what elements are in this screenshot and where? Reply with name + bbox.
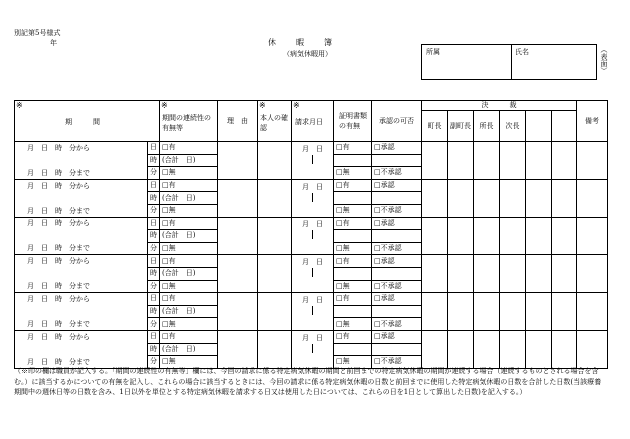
period-cell: 月 日 時 分から 月 日 時 分まで: [15, 142, 148, 180]
stamp-cell[interactable]: [552, 179, 577, 217]
request-date-cell[interactable]: 月 日: [292, 217, 334, 255]
approver-4: 次長: [500, 111, 526, 142]
cert-no[interactable]: □無: [334, 167, 372, 180]
cert-yes[interactable]: □有: [334, 142, 372, 155]
cont-yes[interactable]: □有: [160, 330, 218, 343]
stamp-cell[interactable]: [500, 330, 526, 368]
approver-3: 所長: [474, 111, 500, 142]
reason-cell[interactable]: [218, 217, 258, 255]
col-request-date: 請求月日: [295, 118, 323, 126]
cont-total: (合計 日): [160, 343, 218, 356]
disapprove-checkbox[interactable]: □不承認: [372, 167, 422, 180]
request-date-cell[interactable]: 月 日: [292, 330, 334, 368]
stamp-cell[interactable]: [526, 293, 552, 331]
period-cell: 月 日 時 分から 月 日 時 分まで: [15, 255, 148, 293]
remarks-cell[interactable]: [577, 142, 608, 180]
period-cell: 月 日 時 分から 月 日 時 分まで: [15, 179, 148, 217]
table-row: [15, 255, 608, 268]
stamp-cell[interactable]: [500, 255, 526, 293]
stamp-cell[interactable]: [422, 255, 448, 293]
cert-no[interactable]: □無: [334, 204, 372, 217]
unit-day: 日: [148, 255, 160, 268]
period-cell: 月 日 時 分から 月 日 時 分まで: [15, 293, 148, 331]
col-self-confirm: 本人の確認: [260, 114, 288, 132]
cert-yes[interactable]: □有: [334, 179, 372, 192]
cert-no[interactable]: □無: [334, 280, 372, 293]
cont-no[interactable]: □無: [160, 318, 218, 331]
cont-total: (合計 日): [160, 230, 218, 243]
stamp-cell[interactable]: [526, 142, 552, 180]
col-period: 期 間: [65, 118, 100, 126]
year-label: 年: [50, 39, 57, 47]
reason-cell[interactable]: [218, 330, 258, 368]
cert-yes[interactable]: □有: [334, 330, 372, 343]
unit-hour: 時: [148, 154, 160, 167]
stamp-cell[interactable]: [448, 142, 474, 180]
table-row: [15, 217, 608, 230]
cert-no[interactable]: □無: [334, 318, 372, 331]
request-date-cell[interactable]: 月 日: [292, 293, 334, 331]
stamp-cell[interactable]: [448, 179, 474, 217]
cont-total: (合計 日): [160, 154, 218, 167]
col-approval: 承認の可否: [372, 101, 422, 142]
period-cell: 月 日 時 分から 月 日 時 分まで: [15, 330, 148, 368]
stamp-cell[interactable]: [474, 217, 500, 255]
page-subtitle: （病気休暇用）: [283, 50, 332, 58]
unit-day: 日: [148, 217, 160, 230]
stamp-cell[interactable]: [526, 330, 552, 368]
unit-day: 日: [148, 293, 160, 306]
col-decision: 決 裁: [422, 101, 577, 111]
col-reason: 理 由: [218, 101, 258, 142]
unit-min: 分: [148, 356, 160, 369]
self-confirm-cell[interactable]: [258, 255, 292, 293]
stamp-cell[interactable]: [552, 255, 577, 293]
cont-total: (合計 日): [160, 192, 218, 205]
self-confirm-cell[interactable]: [258, 330, 292, 368]
cert-yes[interactable]: □有: [334, 255, 372, 268]
stamp-cell[interactable]: [448, 330, 474, 368]
leave-table: ※ 期 間 ※ 期間の連続性の有無等 理 由 ※ 本人の確認 ※ 請求月日 証明書類の有無 承認の可否 決 裁 備考 町長 副町長 所長 次長 月 日 時 分から 月 日 時 分まで 日 □有 月 日 □有 □承認 時 (合計 日) 分 □無 □無 □不承認 月 日 時 分から 月 日 時 分まで 日 □有 月 日 □有 □承認 時 (合計 日) 分 □無 □無 □不承認 月 日 時 分から 月 日 時 分まで 日 □有 月 日 □有 □承認 時 (合計 日) 分 □無 □無 □不承認 月 日 時 分から 月 日 時 分まで 日 □有 月 日 □有 □承認 時 (合計 日) 分 □無 □無 □不承認 月 日 時 分から 月 日 時 分まで 日 □有 月 日 □有 □承認 時 (合計 日) 分 □無 □無 □不承認 月 日 時 分から 月 日 時 分まで 日 □有 月 日 □有 □承認 時 (合計 日) 分 □無 □無 □不承認: [14, 100, 608, 369]
unit-min: 分: [148, 242, 160, 255]
stamp-cell[interactable]: [526, 179, 552, 217]
name-label: 氏名: [515, 48, 529, 56]
disapprove-checkbox[interactable]: □不承認: [372, 280, 422, 293]
stamp-cell[interactable]: [422, 330, 448, 368]
stamp-cell[interactable]: [474, 255, 500, 293]
remarks-cell[interactable]: [577, 293, 608, 331]
stamp-cell[interactable]: [526, 217, 552, 255]
remarks-cell[interactable]: [577, 217, 608, 255]
stamp-cell[interactable]: [474, 293, 500, 331]
cont-no[interactable]: □無: [160, 167, 218, 180]
disapprove-checkbox[interactable]: □不承認: [372, 356, 422, 369]
approve-checkbox[interactable]: □承認: [372, 293, 422, 306]
face-label: （表面）: [600, 46, 608, 74]
stamp-cell[interactable]: [448, 217, 474, 255]
stamp-cell[interactable]: [526, 255, 552, 293]
approve-checkbox[interactable]: □承認: [372, 142, 422, 155]
table-row: [15, 330, 608, 343]
disapprove-checkbox[interactable]: □不承認: [372, 204, 422, 217]
stamp-cell[interactable]: [474, 142, 500, 180]
unit-min: 分: [148, 204, 160, 217]
unit-day: 日: [148, 330, 160, 343]
stamp-cell[interactable]: [422, 142, 448, 180]
stamp-cell[interactable]: [448, 293, 474, 331]
stamp-cell[interactable]: [552, 330, 577, 368]
cont-no[interactable]: □無: [160, 242, 218, 255]
affiliation-label: 所属: [426, 48, 440, 56]
request-date-cell[interactable]: 月 日: [292, 142, 334, 180]
cont-total: (合計 日): [160, 305, 218, 318]
self-confirm-cell[interactable]: [258, 293, 292, 331]
stamp-cell[interactable]: [500, 293, 526, 331]
approver-6: [552, 111, 577, 142]
col-remarks: 備考: [577, 101, 608, 142]
reason-cell[interactable]: [218, 142, 258, 180]
unit-hour: 時: [148, 230, 160, 243]
approver-5: [526, 111, 552, 142]
col-certificate: 証明書類の有無: [339, 112, 367, 130]
self-confirm-cell[interactable]: [258, 142, 292, 180]
stamp-cell[interactable]: [500, 142, 526, 180]
unit-hour: 時: [148, 192, 160, 205]
remarks-cell[interactable]: [577, 179, 608, 217]
stamp-cell[interactable]: [448, 255, 474, 293]
approve-checkbox[interactable]: □承認: [372, 255, 422, 268]
table-row: [15, 179, 608, 192]
cont-no[interactable]: □無: [160, 356, 218, 369]
cont-no[interactable]: □無: [160, 280, 218, 293]
affiliation-name-box: [421, 44, 597, 80]
reason-cell[interactable]: [218, 255, 258, 293]
cert-yes[interactable]: □有: [334, 217, 372, 230]
approver-1: 町長: [422, 111, 448, 142]
cert-no[interactable]: □無: [334, 356, 372, 369]
unit-min: 分: [148, 280, 160, 293]
unit-day: 日: [148, 179, 160, 192]
unit-hour: 時: [148, 305, 160, 318]
stamp-cell[interactable]: [552, 142, 577, 180]
reason-cell[interactable]: [218, 179, 258, 217]
cert-yes[interactable]: □有: [334, 293, 372, 306]
form-number: 別記第5号様式: [14, 29, 61, 37]
cont-no[interactable]: □無: [160, 204, 218, 217]
approve-checkbox[interactable]: □承認: [372, 217, 422, 230]
remarks-cell[interactable]: [577, 330, 608, 368]
request-date-cell[interactable]: 月 日: [292, 255, 334, 293]
footnote: （※印の欄は職員が記入する。「期間の連続性の有無等」欄には、今回の請求に係る特定病気休暇の期間と前回までの特定病気休暇の期間が連続する場合（連続するものとされる場合を含む。）に該当するかについての有無を記入し、これらの場合に該当するときには、今回の請求に係る特定病気休暇の日数と前回までに使用した特定病気休暇の日数を合計した日数(当該療養期間中の週休日等の日数を含み、1日以外を単位とする特定病気休暇を請求する日又は使用した日については、これらの日を1日として算出した日数)を記入する。）: [14, 367, 602, 397]
stamp-cell[interactable]: [474, 330, 500, 368]
self-confirm-cell[interactable]: [258, 179, 292, 217]
stamp-cell[interactable]: [552, 217, 577, 255]
stamp-cell[interactable]: [422, 217, 448, 255]
unit-min: 分: [148, 167, 160, 180]
unit-day: 日: [148, 142, 160, 155]
approve-checkbox[interactable]: □承認: [372, 330, 422, 343]
cont-yes[interactable]: □有: [160, 255, 218, 268]
stamp-cell[interactable]: [500, 179, 526, 217]
unit-hour: 時: [148, 267, 160, 280]
approve-checkbox[interactable]: □承認: [372, 179, 422, 192]
table-row: [15, 293, 608, 306]
remarks-cell[interactable]: [577, 255, 608, 293]
cont-yes[interactable]: □有: [160, 293, 218, 306]
stamp-cell[interactable]: [422, 293, 448, 331]
disapprove-checkbox[interactable]: □不承認: [372, 242, 422, 255]
cont-yes[interactable]: □有: [160, 179, 218, 192]
stamp-cell[interactable]: [474, 179, 500, 217]
stamp-cell[interactable]: [500, 217, 526, 255]
page-title: 休 暇 簿: [268, 38, 338, 47]
self-confirm-cell[interactable]: [258, 217, 292, 255]
cert-no[interactable]: □無: [334, 242, 372, 255]
request-date-cell[interactable]: 月 日: [292, 179, 334, 217]
cont-yes[interactable]: □有: [160, 217, 218, 230]
unit-min: 分: [148, 318, 160, 331]
reason-cell[interactable]: [218, 293, 258, 331]
cont-total: (合計 日): [160, 267, 218, 280]
table-row: [15, 142, 608, 155]
col-continuity: 期間の連続性の有無等: [162, 114, 211, 132]
cont-yes[interactable]: □有: [160, 142, 218, 155]
unit-hour: 時: [148, 343, 160, 356]
stamp-cell[interactable]: [422, 179, 448, 217]
approver-2: 副町長: [448, 111, 474, 142]
disapprove-checkbox[interactable]: □不承認: [372, 318, 422, 331]
stamp-cell[interactable]: [552, 293, 577, 331]
period-cell: 月 日 時 分から 月 日 時 分まで: [15, 217, 148, 255]
